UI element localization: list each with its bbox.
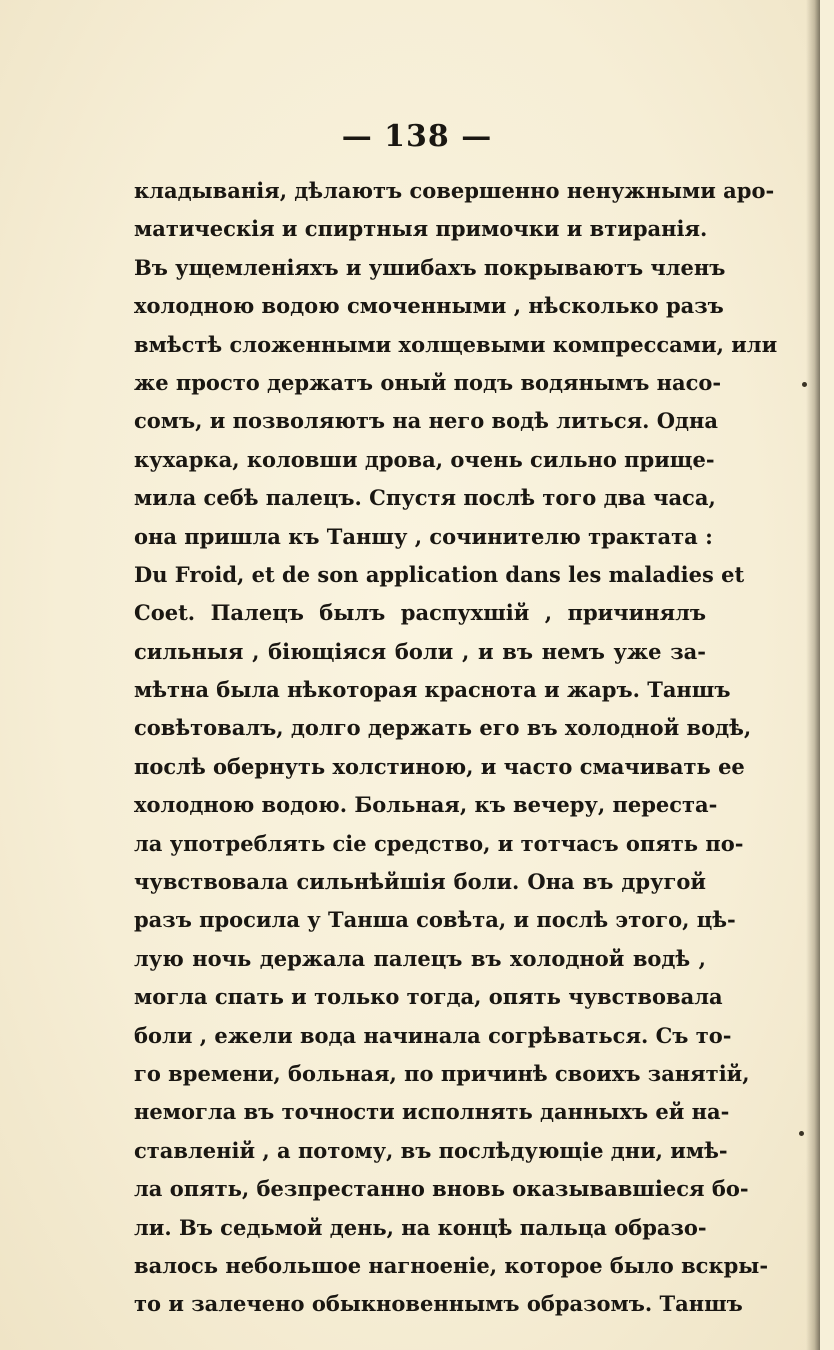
text-line: вмѣстѣ сложенными холщевыми компрессами, или [134, 331, 778, 357]
text-line: Du Froid, et de son application dans les maladies et [134, 561, 745, 587]
text-line: матическія и спиртныя примочки и втиранія. [134, 216, 708, 242]
text-line: холодною водою. Больная, къ вечеру, переста- [134, 792, 718, 818]
ink-speck [802, 382, 807, 387]
text-line: ла опять, безпрестанно вновь оказывавшіеся бо- [134, 1176, 749, 1202]
text-line: Coet. Палецъ былъ распухшій , причинялъ [134, 600, 706, 626]
text-line: мила себѣ палецъ. Спустя послѣ того два часа, [134, 485, 716, 511]
body-text [134, 172, 778, 1324]
page-edge-shadow [806, 0, 820, 1350]
text-line: разъ просила у Танша совѣта, и послѣ этого, цѣ- [134, 907, 736, 933]
text-line: ставленій , а потому, въ послѣдующіе дни, имѣ- [134, 1137, 728, 1163]
text-line: сильныя , біющіяся боли , и въ немъ уже за- [134, 638, 706, 664]
text-line: кухарка, коловши дрова, очень сильно прище- [134, 446, 715, 472]
page-number: — 138 — [341, 119, 493, 154]
text-line: го времени, больная, по причинѣ своихъ занятій, [134, 1060, 750, 1086]
text-line: совѣтовалъ, долго держать его въ холодной водѣ, [134, 715, 752, 741]
text-line: кладыванія, дѣлаютъ совершенно ненужными аро- [134, 178, 775, 203]
text-line: валось небольшое нагноеніе, которое было вскры- [134, 1252, 769, 1278]
text-line: немогла въ точности исполнять данныхъ ей на- [134, 1099, 730, 1125]
text-line: она пришла къ Таншу , сочинителю трактата : [134, 523, 713, 549]
text-line: боли , ежели вода начинала согрѣваться. Съ то- [134, 1022, 732, 1048]
text-line: мѣтна была нѣкоторая краснота и жаръ. Таншъ [134, 677, 731, 703]
text-line: ли. Въ седьмой день, на концѣ пальца образо- [134, 1214, 707, 1240]
text-line: ла употреблять сіе средство, и тотчасъ опять по- [134, 830, 744, 856]
text-line: то и залечено обыкновеннымъ образомъ. Таншъ [134, 1291, 743, 1317]
text-line: могла спать и только тогда, опять чувствовала [134, 984, 723, 1010]
text-line: Въ ущемленіяхъ и ушибахъ покрываютъ членъ [134, 254, 726, 280]
text-line: холодною водою смоченными , нѣсколько разъ [134, 293, 724, 319]
text-line: же просто держатъ оный подъ водянымъ насо- [134, 369, 722, 395]
text-line: послѣ обернуть холстиною, и часто смачивать ее [134, 753, 745, 779]
ink-speck [799, 1131, 804, 1136]
text-line: сомъ, и позволяютъ на него водѣ литься. Одна [134, 408, 719, 434]
text-line: лую ночь держала палецъ въ холодной водѣ , [134, 945, 706, 971]
text-line: чувствовала сильнѣйшія боли. Она въ другой [134, 869, 706, 895]
